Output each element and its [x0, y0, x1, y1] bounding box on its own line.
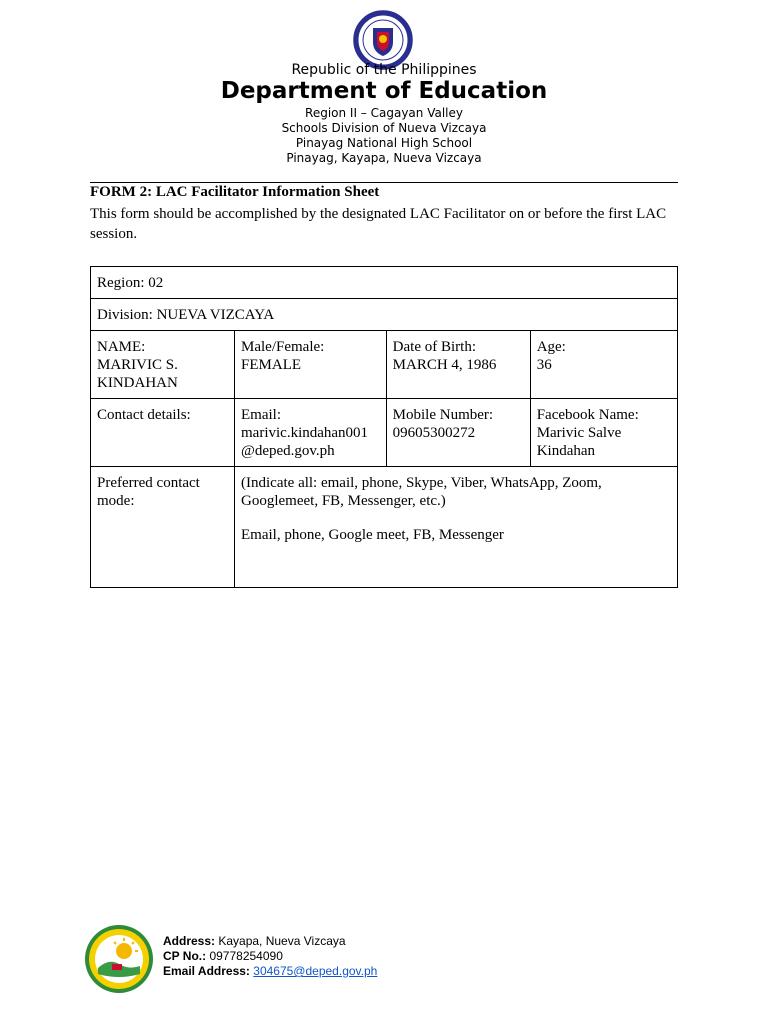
- header-department: Department of Education: [220, 78, 548, 104]
- header-school: Pinayag National High School: [295, 136, 473, 150]
- header-country: Republic of the Philippines: [291, 62, 477, 78]
- dob-cell: [386, 331, 530, 399]
- email-label: Email:: [241, 407, 282, 423]
- mobile-label: Mobile Number:: [392, 407, 494, 423]
- name-label: NAME:: [97, 339, 146, 355]
- facebook-label: Facebook Name:: [536, 407, 639, 423]
- personal-row: [91, 331, 678, 399]
- preferred-contact-row: [91, 467, 678, 588]
- facilitator-info-table: [90, 266, 678, 588]
- sex-value: FEMALE: [241, 357, 302, 373]
- deped-seal-icon: [353, 10, 413, 70]
- header-location: Pinayag, Kayapa, Nueva Vizcaya: [286, 151, 482, 165]
- preferred-contact-instruction: (Indicate all: email, phone, Skype, Viber, WhatsApp, Zoom, Googlemeet, FB, Messenger, etc.): [241, 475, 602, 509]
- preferred-contact-value: Email, phone, Google meet, FB, Messenger: [241, 527, 504, 543]
- sex-cell: [235, 331, 387, 399]
- mobile-cell: [386, 399, 530, 467]
- form-title: FORM 2: LAC Facilitator Information Sheet: [90, 184, 380, 200]
- division-cell: Division: NUEVA VIZCAYA: [91, 299, 678, 331]
- age-cell: [530, 331, 677, 399]
- form-intro: This form should be accomplished by the designated LAC Facilitator on or before the first LAC session.: [90, 206, 667, 242]
- sex-label: Male/Female:: [241, 339, 325, 355]
- region-row: [91, 267, 678, 299]
- facebook-value: Marivic Salve Kindahan: [536, 425, 622, 459]
- contact-label: Contact details:: [91, 399, 235, 467]
- footer-email-label: Email Address:: [163, 964, 250, 978]
- footer-email-link[interactable]: 304675@deped.gov.ph: [253, 964, 378, 978]
- region-cell: Region: 02: [91, 267, 678, 299]
- header-region: Region II – Cagayan Valley: [305, 106, 463, 120]
- division-row: [91, 299, 678, 331]
- preferred-contact-label: Preferred contact mode:: [91, 467, 235, 588]
- email-value-line1: marivic.kindahan001: [241, 425, 369, 441]
- school-logo-icon: [84, 924, 154, 994]
- email-cell: [235, 399, 387, 467]
- footer-cp-label: CP No.:: [163, 949, 207, 963]
- header-division: Schools Division of Nueva Vizcaya: [281, 121, 487, 135]
- footer-address-value: Kayapa, Nueva Vizcaya: [215, 934, 346, 948]
- age-label: Age:: [536, 339, 566, 355]
- name-value: MARIVIC S. KINDAHAN: [97, 357, 178, 391]
- mobile-value: 09605300272: [392, 425, 476, 441]
- footer-cp: [163, 949, 283, 964]
- email-value-line2: @deped.gov.ph: [241, 443, 335, 459]
- footer-address: [163, 934, 346, 949]
- age-value: 36: [536, 357, 552, 373]
- footer-address-label: Address:: [163, 934, 216, 948]
- preferred-contact-cell: [235, 467, 678, 588]
- name-cell: [91, 331, 235, 399]
- dob-label: Date of Birth:: [392, 339, 476, 355]
- contact-row: [91, 399, 678, 467]
- footer-cp-value: 09778254090: [206, 949, 283, 963]
- dob-value: MARCH 4, 1986: [392, 357, 497, 373]
- facebook-cell: [530, 399, 677, 467]
- footer-email: [163, 964, 377, 979]
- header-divider: [90, 182, 678, 183]
